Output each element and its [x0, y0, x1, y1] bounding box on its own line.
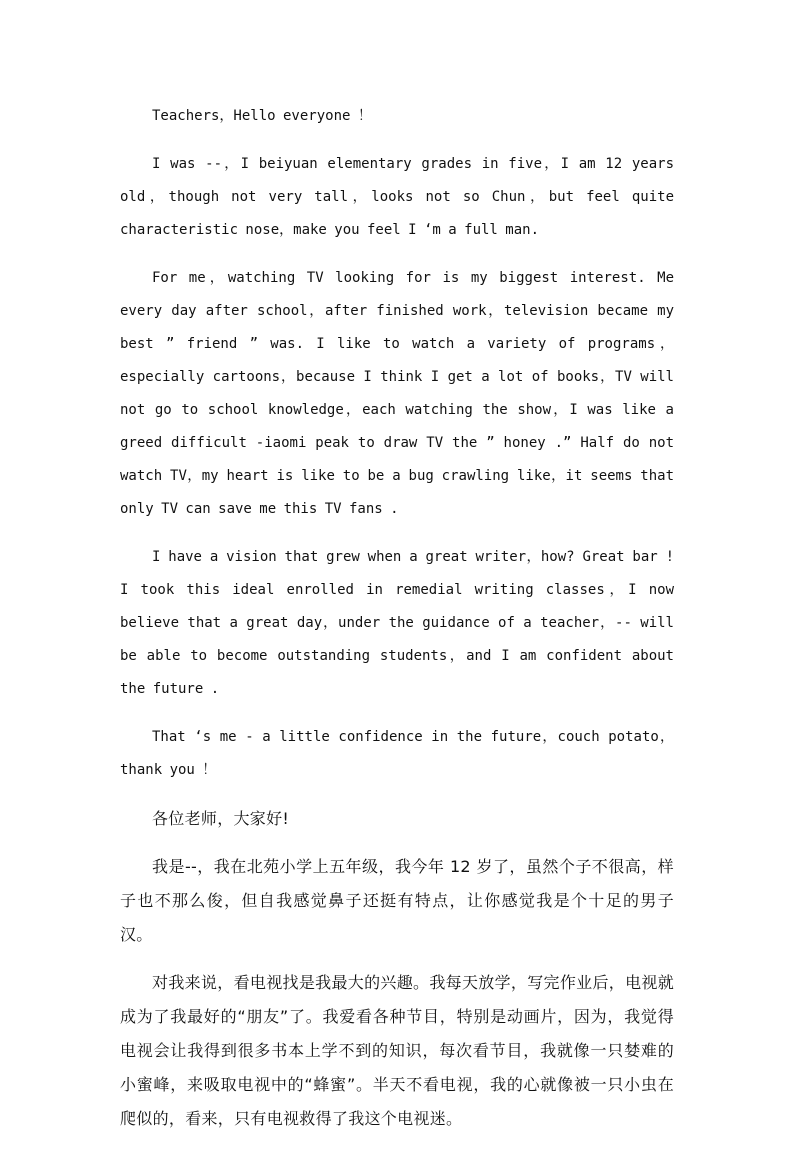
chinese-interest-paragraph: 对我来说，看电视找是我最大的兴趣。我每天放学，写完作业后，电视就成为了我最好的“朋友”了。我爱看各种节目，特别是动画片，因为，我觉得电视会让我得到很多书本上学不到的知识，每次看节目，我就像一只婪难的小蜜峰，来吸取电视中的“蜂蜜”。半天不看电视，我的心就像被一只小虫在爬似的，看来，只有电视救得了我这个电视迷。 [120, 973, 674, 1128]
english-intro-paragraph: I was --，I beiyuan elementary grades in five，I am 12 years old，though not very tall，looks not so Chun，but feel quite characteristic nose，make you feel I ‘m a full man. [120, 156, 674, 238]
document-page [120, 100, 674, 1150]
english-greeting: Teachers，Hello everyone ！ [152, 108, 372, 124]
english-interest-paragraph: For me，watching TV looking for is my biggest interest. Me every day after school，after finished work，television became my best ” friend ” was. I like to watch a variety of programs，especially cartoons，because I think I get a lot of books，TV will not go to school knowledge，each watching the show，I was like a greed difficult -iaomi peak to draw TV the ” honey .” Half do not watch TV，my heart is like to be a bug crawling like，it seems that only TV can save me this TV fans . [120, 270, 674, 517]
chinese-intro-paragraph: 我是--，我在北苑小学上五年级，我今年 12 岁了，虽然个子不很高，样子也不那么俊，但自我感觉鼻子还挺有特点，让你感觉我是个十足的男子汉。 [120, 857, 674, 944]
english-closing-paragraph: That ‘s me - a little confidence in the future，couch potato， thank you ！ [120, 729, 674, 778]
english-vision-paragraph: I have a vision that grew when a great writer，how? Great bar ! I took this ideal enrolled in remedial writing classes，I now believe that a great day，under the guidance of a teacher，-- will be able to become outstanding students，and I am confident about the future . [120, 549, 674, 697]
chinese-greeting: 各位老师，大家好! [152, 809, 290, 828]
